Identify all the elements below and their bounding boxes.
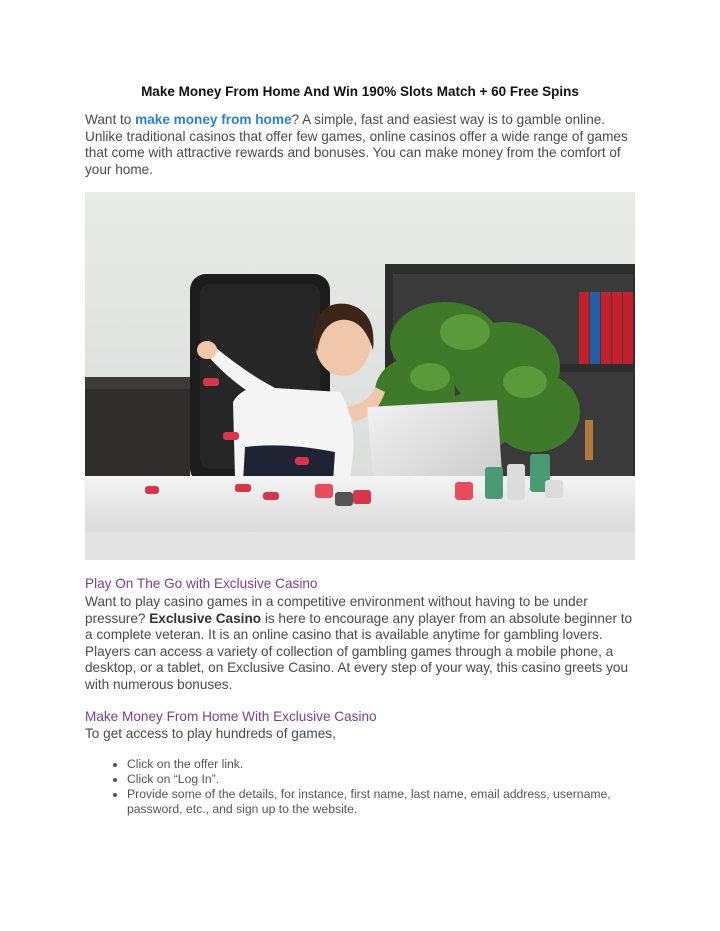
section2-paragraph: To get access to play hundreds of games, (85, 726, 336, 741)
section1-paragraph (85, 594, 637, 694)
steps-list (85, 757, 627, 817)
section1-text-after: is here to encourage any player from an absolute beginner to a complete veteran. It is an online casino that is available anytime for gambling lovers. Players can access a variety of collection of gambling games through a mobile phone, a desktop, or a tablet, on Exclusive Casino. At every step of your way, this casino greets you with numerous bonuses. (85, 610, 633, 692)
list-item: • Click on “Log In”. (127, 772, 627, 787)
section1-heading: Play On The Go with Exclusive Casino (85, 576, 318, 591)
exclusive-casino-bold: Exclusive Casino (149, 610, 262, 626)
list-item: • Click on the offer link. (127, 757, 627, 772)
intro-text-after: ? A simple, fast and easiest way is to gamble online. Unlike traditional casinos that offer few games, online casinos offer a wide range of games that come with attractive rewards and bonuses. You can make money from the comfort of your home. (85, 112, 628, 177)
list-item: • Provide some of the details, for instance, first name, last name, email address, username, password, etc., and sign up to the website. (127, 787, 627, 817)
page-title: Make Money From Home And Win 190% Slots Match + 60 Free Spins (141, 84, 579, 99)
section2-heading: Make Money From Home With Exclusive Casino (85, 709, 377, 724)
section1-text-before: Want to play casino games in a competitive environment without having to be under pressure? (85, 594, 588, 626)
intro-paragraph (85, 112, 637, 178)
make-money-link[interactable]: make money from home (135, 112, 292, 127)
office-casino-photo (85, 192, 635, 560)
intro-text-before: Want to (85, 112, 136, 127)
